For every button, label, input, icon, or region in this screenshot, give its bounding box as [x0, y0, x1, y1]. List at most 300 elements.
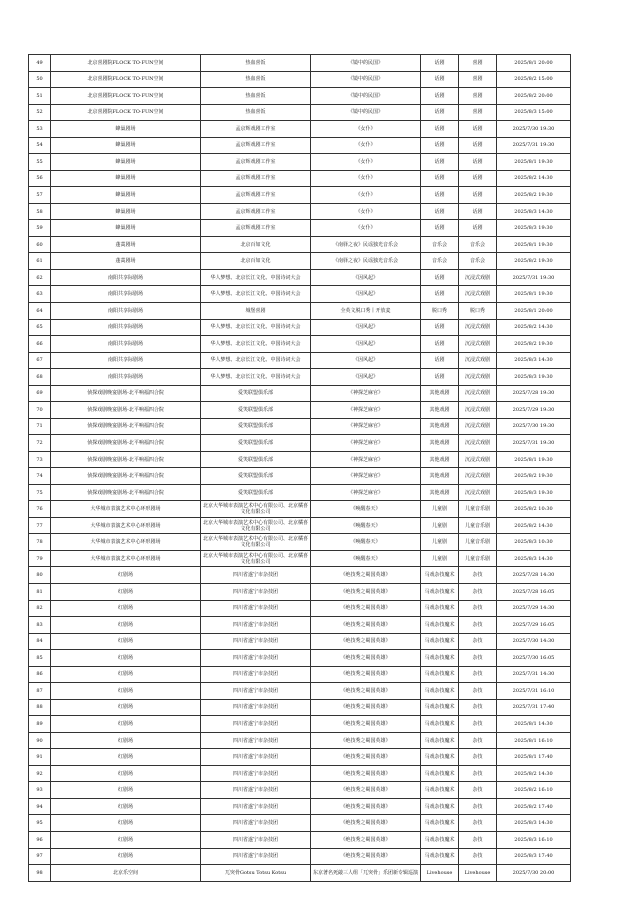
- table-row: [29, 253, 571, 270]
- datetime-cell: 2025/7/29 14:30: [497, 600, 571, 617]
- row-number-cell: 62: [29, 269, 51, 286]
- datetime-cell: 2025/8/2 20:00: [497, 88, 571, 105]
- organizer-cell: 华人梦想、北京长江文化、中国诗词大会: [201, 369, 311, 386]
- datetime-cell: 2025/8/1 19:30: [497, 236, 571, 253]
- table-row: [29, 782, 571, 799]
- datetime-cell: 2025/8/2 15:00: [497, 71, 571, 88]
- genre-cell: 杂技: [459, 782, 497, 799]
- table-row: [29, 650, 571, 667]
- venue-cell: 红剧场: [51, 683, 201, 700]
- venue-cell: 红剧场: [51, 765, 201, 782]
- datetime-cell: 2025/8/2 14:30: [497, 170, 571, 187]
- performance-table-body: [29, 55, 571, 882]
- organizer-cell: 爱笑联盟俱乐部: [201, 484, 311, 501]
- row-number-cell: 89: [29, 716, 51, 733]
- row-number-cell: 92: [29, 765, 51, 782]
- category-cell: 马戏杂技魔术: [421, 699, 459, 716]
- genre-cell: 沉浸式戏剧: [459, 418, 497, 435]
- organizer-cell: 孟京辉戏剧工作室: [201, 203, 311, 220]
- table-row: [29, 534, 571, 551]
- category-cell: 马戏杂技魔术: [421, 617, 459, 634]
- genre-cell: 话剧: [459, 203, 497, 220]
- organizer-cell: 爱笑联盟俱乐部: [201, 435, 311, 452]
- category-cell: 话剧: [421, 203, 459, 220]
- venue-cell: 红剧场: [51, 584, 201, 601]
- program-title-cell: 《绝技秀之蜀国英雄》: [311, 683, 421, 700]
- category-cell: 音乐会: [421, 253, 459, 270]
- genre-cell: 杂技: [459, 617, 497, 634]
- organizer-cell: 四川省遂宁市杂技团: [201, 699, 311, 716]
- program-title-cell: 《唤醒春天》: [311, 517, 421, 534]
- row-number-cell: 52: [29, 104, 51, 121]
- category-cell: 其他戏剧: [421, 402, 459, 419]
- genre-cell: 儿童音乐剧: [459, 534, 497, 551]
- program-title-cell: 《神探芝麻官》: [311, 468, 421, 485]
- table-row: [29, 732, 571, 749]
- organizer-cell: 孟京辉戏剧工作室: [201, 187, 311, 204]
- category-cell: 话剧: [421, 220, 459, 237]
- venue-cell: 红剧场: [51, 848, 201, 865]
- genre-cell: 沉浸式戏剧: [459, 286, 497, 303]
- table-row: [29, 402, 571, 419]
- datetime-cell: 2025/8/3 19:30: [497, 220, 571, 237]
- program-title-cell: 《绝技秀之蜀国英雄》: [311, 567, 421, 584]
- program-title-cell: 《神探芝麻官》: [311, 402, 421, 419]
- row-number-cell: 68: [29, 369, 51, 386]
- program-title-cell: 《女仆》: [311, 220, 421, 237]
- datetime-cell: 2025/8/1 19:30: [497, 286, 571, 303]
- category-cell: 其他戏剧: [421, 435, 459, 452]
- organizer-cell: 孟京辉戏剧工作室: [201, 137, 311, 154]
- venue-cell: 侦探戏剧晚宴剧场-北平响福四合院: [51, 402, 201, 419]
- organizer-cell: 爱笑联盟俱乐部: [201, 451, 311, 468]
- category-cell: 话剧: [421, 154, 459, 171]
- venue-cell: 红剧场: [51, 600, 201, 617]
- schedule-sheet: [28, 54, 570, 882]
- venue-cell: 红剧场: [51, 782, 201, 799]
- venue-cell: 红剧场: [51, 732, 201, 749]
- table-row: [29, 385, 571, 402]
- venue-cell: 蜂巢剧场: [51, 170, 201, 187]
- table-row: [29, 584, 571, 601]
- category-cell: 话剧: [421, 170, 459, 187]
- genre-cell: 喜剧: [459, 88, 497, 105]
- program-title-cell: 《神探芝麻官》: [311, 385, 421, 402]
- organizer-cell: 城堡喜剧: [201, 302, 311, 319]
- row-number-cell: 60: [29, 236, 51, 253]
- program-title-cell: 《绝技秀之蜀国英雄》: [311, 699, 421, 716]
- datetime-cell: 2025/8/3 14:30: [497, 550, 571, 567]
- table-row: [29, 137, 571, 154]
- datetime-cell: 2025/8/3 14:30: [497, 352, 571, 369]
- genre-cell: 杂技: [459, 633, 497, 650]
- organizer-cell: 孟京辉戏剧工作室: [201, 170, 311, 187]
- organizer-cell: 热血喜饭: [201, 104, 311, 121]
- venue-cell: 侦探戏剧晚宴剧场-北平响福四合院: [51, 484, 201, 501]
- datetime-cell: 2025/7/31 19:30: [497, 137, 571, 154]
- genre-cell: 儿童音乐剧: [459, 550, 497, 567]
- table-row: [29, 55, 571, 72]
- organizer-cell: 四川省遂宁市杂技团: [201, 848, 311, 865]
- genre-cell: 脱口秀: [459, 302, 497, 319]
- venue-cell: 侦探戏剧晚宴剧场-北平响福四合院: [51, 435, 201, 452]
- venue-cell: 侦探戏剧晚宴剧场-北平响福四合院: [51, 451, 201, 468]
- organizer-cell: 北京大华城市表演艺术中心有限公司、北京橘喜文化有限公司: [201, 534, 311, 551]
- venue-cell: 蓬蒿剧场: [51, 253, 201, 270]
- program-title-cell: 东京著名死敲三人组「兀突骨」乐团新专辑巡演: [311, 865, 421, 882]
- program-title-cell: 《因风起》: [311, 369, 421, 386]
- category-cell: 儿童剧: [421, 550, 459, 567]
- datetime-cell: 2025/8/3 14:30: [497, 815, 571, 832]
- table-row: [29, 666, 571, 683]
- table-row: [29, 798, 571, 815]
- genre-cell: 杂技: [459, 716, 497, 733]
- organizer-cell: 四川省遂宁市杂技团: [201, 617, 311, 634]
- venue-cell: 北京乐空间: [51, 865, 201, 882]
- table-row: [29, 550, 571, 567]
- datetime-cell: 2025/8/1 16:10: [497, 732, 571, 749]
- venue-cell: 北京喜剧院FLOCK TO·FUN空间: [51, 71, 201, 88]
- venue-cell: 蜂巢剧场: [51, 121, 201, 138]
- program-title-cell: 《绝技秀之蜀国英雄》: [311, 650, 421, 667]
- organizer-cell: 北京大华城市表演艺术中心有限公司、北京橘喜文化有限公司: [201, 550, 311, 567]
- organizer-cell: 四川省遂宁市杂技团: [201, 633, 311, 650]
- datetime-cell: 2025/7/29 19:30: [497, 402, 571, 419]
- row-number-cell: 63: [29, 286, 51, 303]
- table-row: [29, 302, 571, 319]
- category-cell: 马戏杂技魔术: [421, 683, 459, 700]
- row-number-cell: 66: [29, 336, 51, 353]
- category-cell: 话剧: [421, 187, 459, 204]
- table-row: [29, 831, 571, 848]
- venue-cell: 红剧场: [51, 699, 201, 716]
- organizer-cell: 爱笑联盟俱乐部: [201, 418, 311, 435]
- program-title-cell: 《女仆》: [311, 187, 421, 204]
- table-row: [29, 286, 571, 303]
- genre-cell: 杂技: [459, 584, 497, 601]
- category-cell: 话剧: [421, 137, 459, 154]
- category-cell: 其他戏剧: [421, 468, 459, 485]
- venue-cell: 大华城市表演艺术中心环形剧场: [51, 501, 201, 518]
- program-title-cell: 《绝技秀之蜀国英雄》: [311, 749, 421, 766]
- program-title-cell: 《女仆》: [311, 121, 421, 138]
- category-cell: 儿童剧: [421, 534, 459, 551]
- category-cell: 话剧: [421, 286, 459, 303]
- genre-cell: 杂技: [459, 650, 497, 667]
- venue-cell: 蜂巢剧场: [51, 220, 201, 237]
- venue-cell: 南阳共享际剧场: [51, 319, 201, 336]
- datetime-cell: 2025/8/2 10:30: [497, 501, 571, 518]
- organizer-cell: 热血喜饭: [201, 88, 311, 105]
- genre-cell: 沉浸式戏剧: [459, 468, 497, 485]
- datetime-cell: 2025/8/3 19:30: [497, 369, 571, 386]
- table-row: [29, 435, 571, 452]
- table-row: [29, 749, 571, 766]
- organizer-cell: 北京百如文化: [201, 253, 311, 270]
- category-cell: 脱口秀: [421, 302, 459, 319]
- datetime-cell: 2025/8/2 19:30: [497, 336, 571, 353]
- datetime-cell: 2025/7/30 14:30: [497, 633, 571, 650]
- program-title-cell: 《镜中的民国》: [311, 104, 421, 121]
- category-cell: 马戏杂技魔术: [421, 848, 459, 865]
- datetime-cell: 2025/8/1 14:30: [497, 716, 571, 733]
- genre-cell: 音乐会: [459, 253, 497, 270]
- program-title-cell: 《唤醒春天》: [311, 534, 421, 551]
- genre-cell: 杂技: [459, 567, 497, 584]
- row-number-cell: 77: [29, 517, 51, 534]
- row-number-cell: 53: [29, 121, 51, 138]
- datetime-cell: 2025/8/1 17:40: [497, 749, 571, 766]
- venue-cell: 侦探戏剧晚宴剧场-北平响福四合院: [51, 385, 201, 402]
- program-title-cell: 《镜中的民国》: [311, 88, 421, 105]
- genre-cell: 杂技: [459, 666, 497, 683]
- genre-cell: 沉浸式戏剧: [459, 352, 497, 369]
- organizer-cell: 华人梦想、北京长江文化、中国诗词大会: [201, 336, 311, 353]
- table-row: [29, 716, 571, 733]
- category-cell: 马戏杂技魔术: [421, 831, 459, 848]
- venue-cell: 侦探戏剧晚宴剧场-北平响福四合院: [51, 468, 201, 485]
- row-number-cell: 57: [29, 187, 51, 204]
- table-row: [29, 451, 571, 468]
- venue-cell: 南阳共享际剧场: [51, 352, 201, 369]
- row-number-cell: 73: [29, 451, 51, 468]
- category-cell: 儿童剧: [421, 501, 459, 518]
- program-title-cell: 《唤醒春天》: [311, 550, 421, 567]
- genre-cell: 话剧: [459, 220, 497, 237]
- table-row: [29, 104, 571, 121]
- program-title-cell: 《绝技秀之蜀国英雄》: [311, 815, 421, 832]
- program-title-cell: 《神探芝麻官》: [311, 418, 421, 435]
- organizer-cell: 四川省遂宁市杂技团: [201, 732, 311, 749]
- datetime-cell: 2025/8/3 14:30: [497, 203, 571, 220]
- row-number-cell: 96: [29, 831, 51, 848]
- row-number-cell: 94: [29, 798, 51, 815]
- category-cell: 话剧: [421, 121, 459, 138]
- row-number-cell: 56: [29, 170, 51, 187]
- venue-cell: 南阳共享际剧场: [51, 286, 201, 303]
- genre-cell: 杂技: [459, 831, 497, 848]
- datetime-cell: 2025/8/1 19:30: [497, 451, 571, 468]
- organizer-cell: 华人梦想、北京长江文化、中国诗词大会: [201, 352, 311, 369]
- genre-cell: 话剧: [459, 137, 497, 154]
- organizer-cell: 兀突骨Gotsu Totsu Kotsu: [201, 865, 311, 882]
- venue-cell: 大华城市表演艺术中心环形剧场: [51, 534, 201, 551]
- row-number-cell: 72: [29, 435, 51, 452]
- datetime-cell: 2025/7/31 16:10: [497, 683, 571, 700]
- category-cell: 话剧: [421, 352, 459, 369]
- row-number-cell: 76: [29, 501, 51, 518]
- venue-cell: 红剧场: [51, 831, 201, 848]
- program-title-cell: 《神探芝麻官》: [311, 451, 421, 468]
- datetime-cell: 2025/7/31 14:30: [497, 666, 571, 683]
- category-cell: 马戏杂技魔术: [421, 600, 459, 617]
- venue-cell: 蜂巢剧场: [51, 137, 201, 154]
- venue-cell: 红剧场: [51, 666, 201, 683]
- row-number-cell: 61: [29, 253, 51, 270]
- category-cell: 马戏杂技魔术: [421, 798, 459, 815]
- genre-cell: 话剧: [459, 121, 497, 138]
- genre-cell: 沉浸式戏剧: [459, 385, 497, 402]
- row-number-cell: 59: [29, 220, 51, 237]
- venue-cell: 红剧场: [51, 749, 201, 766]
- organizer-cell: 四川省遂宁市杂技团: [201, 716, 311, 733]
- table-row: [29, 765, 571, 782]
- organizer-cell: 四川省遂宁市杂技团: [201, 831, 311, 848]
- table-row: [29, 501, 571, 518]
- venue-cell: 北京喜剧院FLOCK TO·FUN空间: [51, 88, 201, 105]
- datetime-cell: 2025/7/30 20:00: [497, 865, 571, 882]
- program-title-cell: 《女仆》: [311, 203, 421, 220]
- venue-cell: 大华城市表演艺术中心环形剧场: [51, 550, 201, 567]
- venue-cell: 南阳共享际剧场: [51, 369, 201, 386]
- datetime-cell: 2025/8/1 20:00: [497, 302, 571, 319]
- category-cell: 马戏杂技魔术: [421, 765, 459, 782]
- venue-cell: 蓬蒿剧场: [51, 236, 201, 253]
- genre-cell: 杂技: [459, 749, 497, 766]
- genre-cell: 沉浸式戏剧: [459, 484, 497, 501]
- program-title-cell: 《绝技秀之蜀国英雄》: [311, 584, 421, 601]
- genre-cell: 沉浸式戏剧: [459, 435, 497, 452]
- row-number-cell: 97: [29, 848, 51, 865]
- venue-cell: 蜂巢剧场: [51, 203, 201, 220]
- row-number-cell: 87: [29, 683, 51, 700]
- venue-cell: 红剧场: [51, 798, 201, 815]
- program-title-cell: 《因风起》: [311, 286, 421, 303]
- venue-cell: 北京喜剧院FLOCK TO·FUN空间: [51, 55, 201, 72]
- category-cell: 话剧: [421, 71, 459, 88]
- table-row: [29, 468, 571, 485]
- organizer-cell: 孟京辉戏剧工作室: [201, 220, 311, 237]
- venue-cell: 南阳共享际剧场: [51, 336, 201, 353]
- row-number-cell: 64: [29, 302, 51, 319]
- genre-cell: 杂技: [459, 699, 497, 716]
- table-row: [29, 699, 571, 716]
- genre-cell: 杂技: [459, 848, 497, 865]
- organizer-cell: 热血喜饭: [201, 71, 311, 88]
- genre-cell: 喜剧: [459, 104, 497, 121]
- program-title-cell: 《因风起》: [311, 319, 421, 336]
- datetime-cell: 2025/8/1 20:00: [497, 55, 571, 72]
- table-row: [29, 418, 571, 435]
- organizer-cell: 华人梦想、北京长江文化、中国诗词大会: [201, 319, 311, 336]
- category-cell: 话剧: [421, 369, 459, 386]
- program-title-cell: 全英文脱口秀丨开放麦: [311, 302, 421, 319]
- program-title-cell: 《因风起》: [311, 336, 421, 353]
- organizer-cell: 四川省遂宁市杂技团: [201, 749, 311, 766]
- category-cell: 其他戏剧: [421, 484, 459, 501]
- organizer-cell: 爱笑联盟俱乐部: [201, 402, 311, 419]
- datetime-cell: 2025/8/3 19:30: [497, 484, 571, 501]
- genre-cell: 沉浸式戏剧: [459, 269, 497, 286]
- venue-cell: 红剧场: [51, 650, 201, 667]
- genre-cell: 沉浸式戏剧: [459, 451, 497, 468]
- table-row: [29, 600, 571, 617]
- genre-cell: 话剧: [459, 154, 497, 171]
- datetime-cell: 2025/7/31 17:40: [497, 699, 571, 716]
- row-number-cell: 54: [29, 137, 51, 154]
- program-title-cell: 《南驿之夜》民谣独光音乐会: [311, 236, 421, 253]
- organizer-cell: 四川省遂宁市杂技团: [201, 765, 311, 782]
- row-number-cell: 91: [29, 749, 51, 766]
- genre-cell: 沉浸式戏剧: [459, 369, 497, 386]
- venue-cell: 南阳共享际剧场: [51, 269, 201, 286]
- organizer-cell: 北京大华城市表演艺术中心有限公司、北京橘喜文化有限公司: [201, 501, 311, 518]
- row-number-cell: 95: [29, 815, 51, 832]
- organizer-cell: 四川省遂宁市杂技团: [201, 650, 311, 667]
- performance-table: [28, 54, 571, 882]
- genre-cell: 喜剧: [459, 71, 497, 88]
- program-title-cell: 《绝技秀之蜀国英雄》: [311, 765, 421, 782]
- table-row: [29, 683, 571, 700]
- venue-cell: 大华城市表演艺术中心环形剧场: [51, 517, 201, 534]
- category-cell: 马戏杂技魔术: [421, 567, 459, 584]
- datetime-cell: 2025/7/30 16:05: [497, 650, 571, 667]
- venue-cell: 侦探戏剧晚宴剧场-北平响福四合院: [51, 418, 201, 435]
- genre-cell: Livehouse: [459, 865, 497, 882]
- category-cell: 其他戏剧: [421, 385, 459, 402]
- category-cell: 其他戏剧: [421, 418, 459, 435]
- row-number-cell: 79: [29, 550, 51, 567]
- row-number-cell: 98: [29, 865, 51, 882]
- table-row: [29, 203, 571, 220]
- organizer-cell: 四川省遂宁市杂技团: [201, 567, 311, 584]
- datetime-cell: 2025/7/29 16:05: [497, 617, 571, 634]
- row-number-cell: 83: [29, 617, 51, 634]
- program-title-cell: 《因风起》: [311, 352, 421, 369]
- program-title-cell: 《神探芝麻官》: [311, 484, 421, 501]
- datetime-cell: 2025/8/2 14:30: [497, 517, 571, 534]
- genre-cell: 杂技: [459, 732, 497, 749]
- datetime-cell: 2025/8/2 14:30: [497, 319, 571, 336]
- organizer-cell: 四川省遂宁市杂技团: [201, 798, 311, 815]
- organizer-cell: 孟京辉戏剧工作室: [201, 121, 311, 138]
- program-title-cell: 《女仆》: [311, 154, 421, 171]
- row-number-cell: 67: [29, 352, 51, 369]
- genre-cell: 话剧: [459, 170, 497, 187]
- organizer-cell: 热血喜饭: [201, 55, 311, 72]
- category-cell: 其他戏剧: [421, 451, 459, 468]
- organizer-cell: 北京大华城市表演艺术中心有限公司、北京橘喜文化有限公司: [201, 517, 311, 534]
- row-number-cell: 69: [29, 385, 51, 402]
- program-title-cell: 《因风起》: [311, 269, 421, 286]
- organizer-cell: 爱笑联盟俱乐部: [201, 385, 311, 402]
- category-cell: 话剧: [421, 104, 459, 121]
- table-row: [29, 815, 571, 832]
- datetime-cell: 2025/7/28 16:05: [497, 584, 571, 601]
- genre-cell: 儿童音乐剧: [459, 517, 497, 534]
- row-number-cell: 88: [29, 699, 51, 716]
- venue-cell: 蜂巢剧场: [51, 154, 201, 171]
- row-number-cell: 58: [29, 203, 51, 220]
- genre-cell: 儿童音乐剧: [459, 501, 497, 518]
- row-number-cell: 50: [29, 71, 51, 88]
- category-cell: 马戏杂技魔术: [421, 782, 459, 799]
- genre-cell: 话剧: [459, 187, 497, 204]
- program-title-cell: 《绝技秀之蜀国英雄》: [311, 848, 421, 865]
- table-row: [29, 88, 571, 105]
- organizer-cell: 孟京辉戏剧工作室: [201, 154, 311, 171]
- table-row: [29, 269, 571, 286]
- table-row: [29, 617, 571, 634]
- program-title-cell: 《绝技秀之蜀国英雄》: [311, 732, 421, 749]
- table-row: [29, 484, 571, 501]
- row-number-cell: 74: [29, 468, 51, 485]
- venue-cell: 红剧场: [51, 567, 201, 584]
- datetime-cell: 2025/8/3 15:00: [497, 104, 571, 121]
- table-row: [29, 567, 571, 584]
- table-row: [29, 71, 571, 88]
- table-row: [29, 121, 571, 138]
